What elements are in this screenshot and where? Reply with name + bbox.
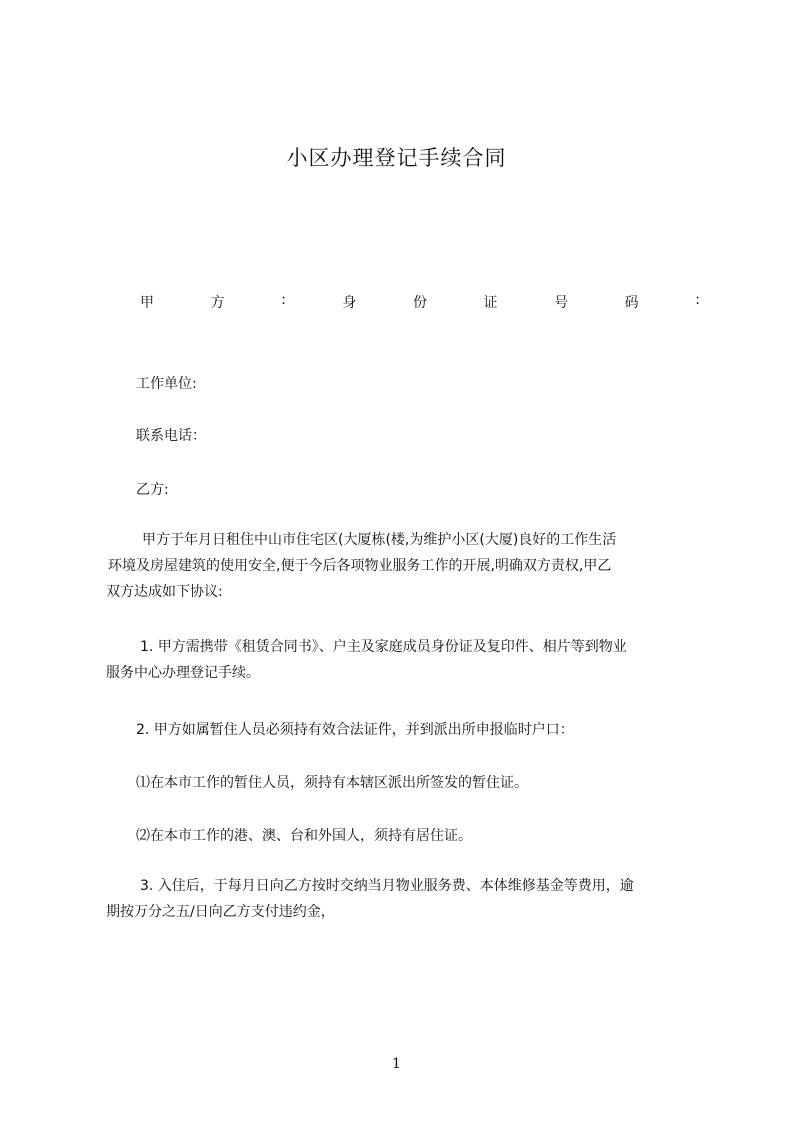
- party-a-char: :: [695, 292, 700, 308]
- clause-3: [106, 873, 716, 925]
- party-a-char: 甲: [140, 295, 154, 311]
- clause-3-line: 3. 入住后，于每月日向乙方按时交纳当月物业服务费、本体维修基金等费用，逾: [140, 878, 634, 894]
- clause-1-line: 服务中心办理登记手续。: [106, 665, 260, 681]
- clause-3-line: 期按万分之五/日向乙方支付违约金，: [106, 904, 335, 920]
- clause-2-item-2: ⑵在本市工作的港、澳、台和外国人，须持有居住证。: [136, 828, 472, 844]
- document-title: 小区办理登记手续合同: [286, 146, 507, 170]
- clause-2: 2. 甲方如属暂住人员必须持有效合法证件，并到派出所申报临时户口：: [136, 722, 574, 738]
- party-a-char: :: [281, 292, 286, 308]
- intro-line: 双方达成如下协议:: [106, 584, 223, 600]
- clause-1: [106, 634, 706, 686]
- party-a-id-line: [140, 292, 700, 312]
- intro-line: 甲方于年月日租住中山市住宅区(大厦栋(楼,为维护小区(大厦)良好的工作生活: [142, 532, 617, 548]
- party-a-char: 份: [412, 295, 427, 311]
- clause-2-item-1: ⑴在本市工作的暂住人员，须持有本辖区派出所签发的暂住证。: [136, 775, 528, 791]
- party-a-char: 码: [624, 295, 639, 311]
- intro-line: 环境及房屋建筑的使用安全,便于今后各项物业服务工作的开展,明确双方责权,甲乙: [108, 558, 612, 574]
- party-b-label: 乙方:: [136, 482, 169, 498]
- party-a-char: 号: [554, 295, 569, 311]
- clause-1-line: 1. 甲方需携带《租赁合同书》、户主及家庭成员身份证及复印件、相片等到物业: [140, 639, 627, 655]
- party-a-char: 身: [342, 295, 357, 311]
- party-a-char: 方: [210, 295, 225, 311]
- party-a-char: 证: [483, 295, 498, 311]
- work-unit-label: 工作单位:: [136, 376, 197, 392]
- phone-label: 联系电话：: [136, 428, 206, 444]
- page-number: 1: [392, 1056, 401, 1072]
- intro-paragraph: [106, 527, 706, 605]
